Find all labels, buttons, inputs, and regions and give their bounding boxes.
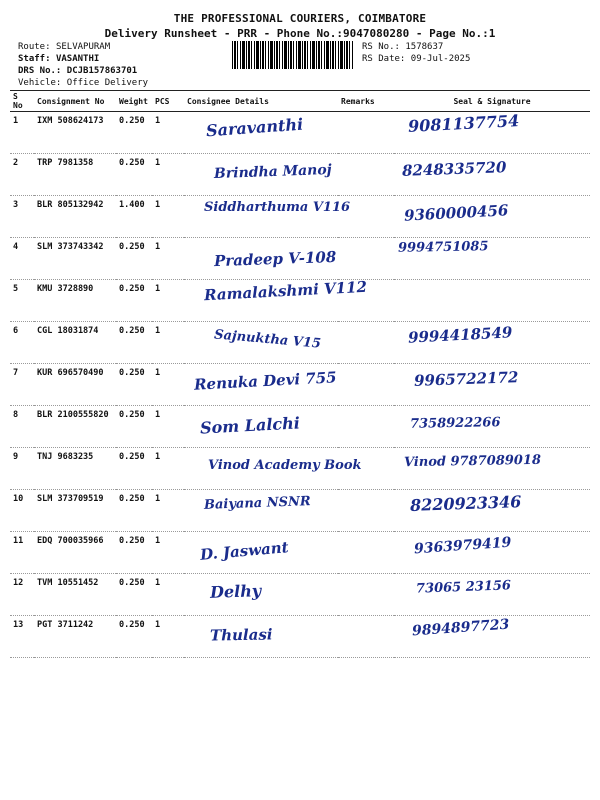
cell-pcs: 1 bbox=[152, 532, 184, 574]
drs-label: DRS No.: bbox=[18, 66, 62, 76]
cell-sno: 7 bbox=[10, 364, 34, 406]
cell-seal bbox=[394, 406, 590, 448]
col-weight: Weight bbox=[116, 91, 152, 112]
receiver-signature: 8248335720 bbox=[401, 158, 507, 180]
cell-consignment: TNJ 9683235 bbox=[34, 448, 116, 490]
runsheet-subtitle: Delivery Runsheet - PRR - Phone No.:9047080280 - Page No.:1 bbox=[104, 27, 496, 40]
table-row bbox=[10, 112, 590, 154]
cell-sno: 1 bbox=[10, 112, 34, 154]
cell-pcs: 1 bbox=[152, 490, 184, 532]
cell-sno: 12 bbox=[10, 574, 34, 616]
table-row bbox=[10, 448, 590, 490]
cell-weight: 0.250 bbox=[116, 238, 152, 280]
cell-weight: 0.250 bbox=[116, 448, 152, 490]
col-consignee: Consignee Details bbox=[184, 91, 338, 112]
cell-consignment: KMU 3728890 bbox=[34, 280, 116, 322]
table-row bbox=[10, 574, 590, 616]
table-row bbox=[10, 616, 590, 658]
cell-sno: 3 bbox=[10, 196, 34, 238]
cell-pcs: 1 bbox=[152, 280, 184, 322]
receiver-signature: 9081137754 bbox=[407, 111, 520, 136]
table-row bbox=[10, 364, 590, 406]
cell-remarks bbox=[338, 574, 394, 616]
receiver-signature: 73065 23156 bbox=[415, 578, 512, 597]
cell-consignee bbox=[184, 112, 338, 154]
consignee-signature: Saravanthi bbox=[205, 114, 304, 141]
vehicle-line bbox=[18, 78, 148, 88]
cell-consignee bbox=[184, 532, 338, 574]
barcode bbox=[232, 41, 354, 69]
cell-sno: 2 bbox=[10, 154, 34, 196]
cell-pcs: 1 bbox=[152, 322, 184, 364]
table-row bbox=[10, 238, 590, 280]
consignee-signature: Baiyana NSNR bbox=[203, 494, 311, 513]
cell-weight: 0.250 bbox=[116, 532, 152, 574]
table-row bbox=[10, 154, 590, 196]
receiver-signature: 9894897723 bbox=[411, 616, 510, 640]
consignee-signature: Delhy bbox=[209, 581, 262, 602]
cell-pcs: 1 bbox=[152, 364, 184, 406]
table-row bbox=[10, 532, 590, 574]
receiver-signature: 7358922266 bbox=[409, 415, 501, 432]
cell-seal bbox=[394, 238, 590, 280]
cell-remarks bbox=[338, 238, 394, 280]
staff-label: Staff: bbox=[18, 54, 51, 64]
rs-no-value: 1578637 bbox=[405, 42, 444, 52]
cell-consignment: TVM 10551452 bbox=[34, 574, 116, 616]
cell-consignment: PGT 3711242 bbox=[34, 616, 116, 658]
route-value: SELVAPURAM bbox=[55, 42, 111, 52]
cell-consignee bbox=[184, 238, 338, 280]
cell-consignee bbox=[184, 364, 338, 406]
cell-sno: 8 bbox=[10, 406, 34, 448]
col-seal: Seal & Signature bbox=[394, 91, 590, 112]
cell-weight: 1.400 bbox=[116, 196, 152, 238]
receiver-signature: 9994418549 bbox=[407, 323, 513, 347]
consignee-signature: Som Lalchi bbox=[199, 413, 301, 438]
col-remarks: Remarks bbox=[338, 91, 394, 112]
cell-consignee bbox=[184, 196, 351, 238]
vehicle-value: Office Delivery bbox=[66, 78, 149, 88]
route-line bbox=[18, 42, 110, 52]
consignee-signature: Siddharthuma V116 bbox=[204, 200, 351, 215]
cell-remarks bbox=[338, 322, 394, 364]
cell-remarks bbox=[338, 112, 394, 154]
cell-pcs: 1 bbox=[152, 112, 184, 154]
table-row bbox=[10, 490, 590, 532]
cell-weight: 0.250 bbox=[116, 280, 152, 322]
cell-remarks bbox=[338, 532, 394, 574]
consignee-signature: Ramalakshmi V112 bbox=[203, 277, 368, 305]
cell-weight: 0.250 bbox=[116, 406, 152, 448]
table-row bbox=[10, 406, 590, 448]
cell-consignee bbox=[184, 322, 338, 364]
table-row bbox=[10, 280, 590, 322]
cell-seal bbox=[394, 616, 590, 658]
cell-pcs: 1 bbox=[152, 616, 184, 658]
cell-consignee bbox=[184, 406, 338, 448]
cell-remarks bbox=[338, 490, 394, 532]
cell-consignment: IXM 508624173 bbox=[34, 112, 116, 154]
drs-line bbox=[18, 66, 137, 76]
staff-value: VASANTHI bbox=[55, 54, 100, 64]
consignee-signature: Thulasi bbox=[209, 625, 273, 645]
receiver-signature: Vinod 9787089018 bbox=[403, 452, 542, 471]
cell-weight: 0.250 bbox=[116, 490, 152, 532]
cell-seal bbox=[394, 448, 590, 490]
cell-consignee bbox=[184, 490, 338, 532]
receiver-signature: 9360000456 bbox=[403, 201, 509, 225]
col-sno: S No bbox=[10, 91, 34, 112]
cell-sno: 11 bbox=[10, 532, 34, 574]
cell-weight: 0.250 bbox=[116, 112, 152, 154]
table-header-row bbox=[10, 91, 590, 112]
receiver-signature: 8220923346 bbox=[409, 492, 522, 515]
cell-sno: 9 bbox=[10, 448, 34, 490]
cell-consignment: BLR 805132942 bbox=[34, 196, 116, 238]
drs-value: DCJB157863701 bbox=[66, 66, 138, 76]
cell-pcs: 1 bbox=[152, 448, 184, 490]
cell-seal bbox=[394, 154, 590, 196]
cell-pcs: 1 bbox=[152, 196, 184, 238]
cell-weight: 0.250 bbox=[116, 574, 152, 616]
cell-seal bbox=[394, 280, 590, 322]
cell-consignment: BLR 2100555820 bbox=[34, 406, 116, 448]
cell-sno: 5 bbox=[10, 280, 34, 322]
cell-weight: 0.250 bbox=[116, 154, 152, 196]
staff-line bbox=[18, 54, 99, 64]
cell-seal bbox=[394, 490, 590, 532]
cell-seal bbox=[394, 196, 590, 238]
cell-seal bbox=[394, 364, 590, 406]
col-consignment: Consignment No bbox=[34, 91, 116, 112]
cell-sno: 6 bbox=[10, 322, 34, 364]
receiver-signature: 9994751085 bbox=[397, 239, 489, 256]
rs-date-value: 09-Jul-2025 bbox=[410, 54, 471, 64]
cell-consignment: SLM 373743342 bbox=[34, 238, 116, 280]
route-label: Route: bbox=[18, 42, 51, 52]
col-pcs: PCS bbox=[152, 91, 184, 112]
cell-consignee bbox=[184, 448, 362, 490]
cell-pcs: 1 bbox=[152, 238, 184, 280]
cell-consignment: TRP 7981358 bbox=[34, 154, 116, 196]
consignee-signature: D. Jaswant bbox=[199, 538, 290, 564]
cell-remarks bbox=[338, 154, 394, 196]
consignee-signature: Brindha Manoj bbox=[213, 161, 333, 183]
cell-remarks bbox=[338, 364, 394, 406]
rs-no-label: RS No.: bbox=[362, 42, 400, 52]
cell-consignment: CGL 18031874 bbox=[34, 322, 116, 364]
consignee-signature: Pradeep V-108 bbox=[213, 247, 337, 271]
cell-sno: 10 bbox=[10, 490, 34, 532]
receiver-signature: 9965722172 bbox=[413, 368, 519, 390]
consignee-signature: Sajnuktha V15 bbox=[213, 327, 322, 352]
cell-weight: 0.250 bbox=[116, 364, 152, 406]
cell-sno: 4 bbox=[10, 238, 34, 280]
rs-no-line bbox=[362, 42, 443, 52]
table-row bbox=[10, 322, 590, 364]
receiver-signature: 9363979419 bbox=[413, 534, 512, 558]
rs-date-label: RS Date: bbox=[362, 54, 406, 64]
cell-pcs: 1 bbox=[152, 154, 184, 196]
cell-consignee bbox=[184, 277, 368, 322]
rs-date-line bbox=[362, 54, 470, 64]
table-row bbox=[10, 196, 590, 238]
cell-weight: 0.250 bbox=[116, 616, 152, 658]
cell-seal bbox=[394, 532, 590, 574]
cell-remarks bbox=[338, 616, 394, 658]
runsheet-table bbox=[10, 90, 590, 658]
consignee-signature: Vinod Academy Book bbox=[208, 458, 362, 473]
cell-seal bbox=[394, 112, 590, 154]
cell-seal bbox=[394, 322, 590, 364]
cell-pcs: 1 bbox=[152, 574, 184, 616]
cell-seal bbox=[394, 574, 590, 616]
cell-consignment: SLM 373709519 bbox=[34, 490, 116, 532]
cell-sno: 13 bbox=[10, 616, 34, 658]
cell-consignment: EDQ 700035966 bbox=[34, 532, 116, 574]
company-title: THE PROFESSIONAL COURIERS, COIMBATORE bbox=[173, 12, 427, 25]
cell-consignee bbox=[184, 574, 338, 616]
vehicle-label: Vehicle: bbox=[18, 78, 62, 88]
cell-pcs: 1 bbox=[152, 406, 184, 448]
cell-consignee bbox=[184, 616, 338, 658]
consignee-signature: Renuka Devi 755 bbox=[193, 368, 338, 394]
cell-remarks bbox=[338, 406, 394, 448]
cell-weight: 0.250 bbox=[116, 322, 152, 364]
cell-consignee bbox=[184, 154, 338, 196]
cell-consignment: KUR 696570490 bbox=[34, 364, 116, 406]
